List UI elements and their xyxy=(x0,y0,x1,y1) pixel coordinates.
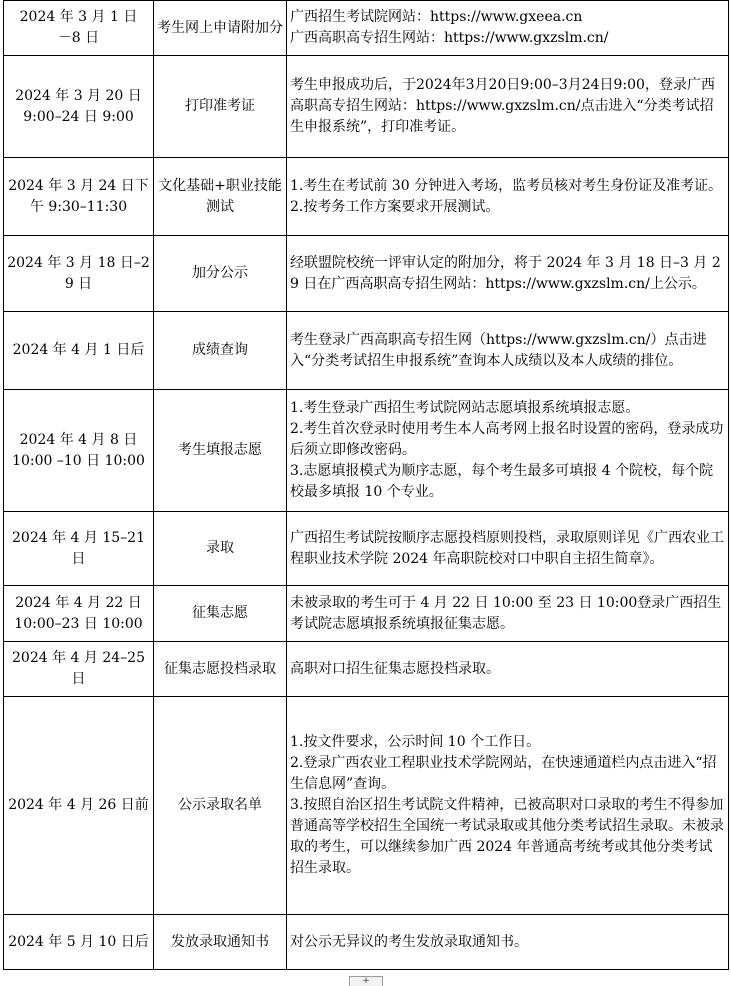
description-line: 1.按文件要求，公示时间 10 个工作日。 xyxy=(290,734,541,750)
date-cell: 2024 年 4 月 24–25 日 xyxy=(4,642,154,697)
description-cell xyxy=(287,697,729,915)
schedule-body xyxy=(4,1,729,970)
date-line: －8 日 xyxy=(57,30,100,46)
item-cell: 录取 xyxy=(154,512,287,586)
date-line: 2024 年 4 月 8 日 xyxy=(19,431,138,448)
description-cell xyxy=(287,236,729,312)
description-line: 广西高职高专招生网站：https://www.gxzslm.cn/ xyxy=(290,30,609,46)
date-cell: 2024 年 3 月 18 日–29 日 xyxy=(4,236,154,312)
description-cell xyxy=(287,512,729,586)
description-line: 高职对口招生征集志愿投档录取。 xyxy=(290,660,500,677)
description-cell xyxy=(287,390,729,512)
admission-schedule-table xyxy=(3,0,729,970)
date-cell xyxy=(4,390,154,512)
description-line: 广西招生考试院网站：https://www.gxeea.cn xyxy=(290,9,583,25)
description-line: 1.考生在考试前 30 分钟进入考场，监考员核对考生身份证及准考证。 xyxy=(290,177,723,194)
description-cell xyxy=(287,312,729,390)
item-cell: 考生网上申请附加分 xyxy=(154,1,287,56)
description-line: 考生登录广西高职高专招生网（https://www.gxzslm.cn/）点击进入“分类考试招生申报系统”查询本人成绩以及本人成绩的排位。 xyxy=(290,331,707,369)
description-line: 经联盟院校统一评审认定的附加分，将于 2024 年 3 月 18 日–3 月 29 日在广西高职高专招生网站：https://www.gxzslm.cn/上公示。 xyxy=(290,254,721,292)
item-cell: 考生填报志愿 xyxy=(154,390,287,512)
date-line: 2024 年 3 月 20 日 xyxy=(15,87,142,104)
date-cell xyxy=(4,586,154,642)
description-line: 3.志愿填报模式为顺序志愿，每个考生最多可填报 4 个院校，每个院校最多填报 10 个专业。 xyxy=(290,463,714,500)
description-line: 未被录取的考生可于 4 月 22 日 10:00 至 23 日 10:00登录广西招生考试院志愿填报系统填报征集志愿。 xyxy=(290,594,722,632)
date-cell: 2024 年 3 月 24 日下午 9:30–11:30 xyxy=(4,158,154,236)
date-line: 2024 年 4 月 22 日 xyxy=(15,594,142,611)
table-row xyxy=(4,642,729,697)
date-line: 10:00 –10 日 10:00 xyxy=(12,452,145,469)
table-row xyxy=(4,1,729,56)
description-line: 广西招生考试院按顺序志愿投档原则投档，录取原则详见《广西农业工程职业技术学院 2024 年高职院校对口中职自主招生简章》。 xyxy=(290,529,724,567)
item-cell: 文化基础+职业技能测试 xyxy=(154,158,287,236)
table-row xyxy=(4,56,729,158)
item-cell: 发放录取通知书 xyxy=(154,915,287,970)
description-cell xyxy=(287,586,729,642)
description-line: 对公示无异议的考生发放录取通知书。 xyxy=(290,933,528,950)
description-line: 考生申报成功后，于2024年3月20日9:00–3月24日9:00，登录广西高职高专招生网站：https://www.gxzslm.cn/点击进入“分类考试招生申报系统”，打印准考证。 xyxy=(290,77,715,135)
description-cell xyxy=(287,158,729,236)
date-line: 10:00–23 日 10:00 xyxy=(14,615,143,632)
description-line: 2.按考务工作方案要求开展测试。 xyxy=(290,198,500,215)
description-line: 1.考生登录广西招生考试院网站志愿填报系统填报志愿。 xyxy=(290,400,640,416)
date-cell: 2024 年 4 月 26 日前 xyxy=(4,697,154,915)
table-row xyxy=(4,236,729,312)
table-row xyxy=(4,697,729,915)
item-cell: 加分公示 xyxy=(154,236,287,312)
description-cell xyxy=(287,642,729,697)
table-row xyxy=(4,158,729,236)
date-cell: 2024 年 4 月 1 日后 xyxy=(4,312,154,390)
item-cell: 征集志愿 xyxy=(154,586,287,642)
description-cell xyxy=(287,56,729,158)
table-row xyxy=(4,586,729,642)
date-line: 2024 年 3 月 1 日 xyxy=(19,9,138,25)
date-line: 9:00–24 日 9:00 xyxy=(23,108,134,125)
description-line: 2.登录广西农业工程职业技术学院网站，在快速通道栏内点击进入“招生信息网”查询。 xyxy=(290,755,717,792)
date-cell xyxy=(4,56,154,158)
table-row xyxy=(4,915,729,970)
add-row-tab[interactable]: + xyxy=(349,976,383,986)
date-cell xyxy=(4,1,154,56)
item-cell: 成绩查询 xyxy=(154,312,287,390)
description-line: 2.考生首次登录时使用考生本人高考网上报名时设置的密码，登录成功后须立即修改密码。 xyxy=(290,421,724,458)
item-cell: 公示录取名单 xyxy=(154,697,287,915)
item-cell: 征集志愿投档录取 xyxy=(154,642,287,697)
table-row xyxy=(4,312,729,390)
description-line: 3.按照自治区招生考试院文件精神，已被高职对口录取的考生不得参加普通高等学校招生全国统一考试录取或其他分类考试招生录取。未被录取的考生，可以继续参加广西 2024 年普通高考统考或其他分类考试招生录取。 xyxy=(290,797,724,876)
item-cell: 打印准考证 xyxy=(154,56,287,158)
table-row xyxy=(4,390,729,512)
description-cell xyxy=(287,1,729,56)
date-cell: 2024 年 5 月 10 日后 xyxy=(4,915,154,970)
date-cell: 2024 年 4 月 15–21 日 xyxy=(4,512,154,586)
description-cell xyxy=(287,915,729,970)
table-row xyxy=(4,512,729,586)
